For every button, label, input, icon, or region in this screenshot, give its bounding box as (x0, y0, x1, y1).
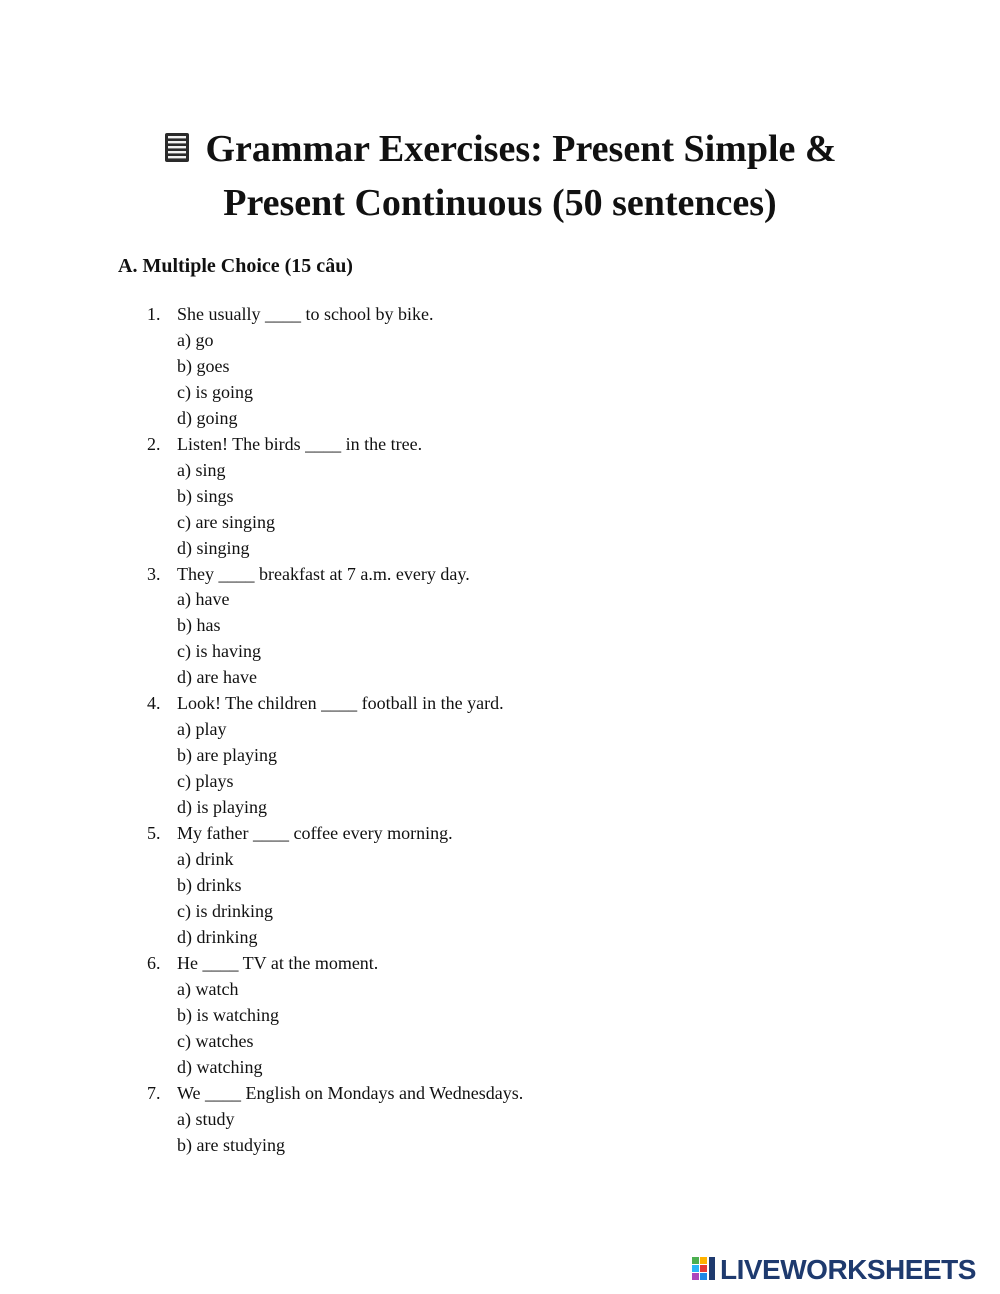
page-title-text: Grammar Exercises: Present Simple & Present Continuous (50 sentences) (205, 128, 837, 224)
answer-option: d) are have (177, 667, 257, 688)
answer-options (0, 847, 1000, 951)
answer-options (0, 458, 1000, 562)
question-number: 7. (147, 1082, 161, 1103)
question-number: 4. (147, 693, 161, 714)
answer-option: d) singing (177, 537, 250, 558)
answer-option: a) drink (177, 849, 234, 870)
page-title (100, 122, 900, 230)
answer-option: c) plays (177, 771, 234, 792)
answer-option: b) drinks (177, 874, 242, 895)
answer-option: b) has (177, 615, 221, 636)
answer-options (0, 717, 1000, 821)
question-text: He ____ TV at the moment. (177, 952, 379, 973)
answer-option: c) is having (177, 641, 261, 662)
question-text: My father ____ coffee every morning. (177, 823, 453, 844)
book-icon (163, 132, 191, 164)
liveworksheets-logo (692, 1255, 976, 1285)
answer-option: c) is drinking (177, 900, 273, 921)
question-text: Listen! The birds ____ in the tree. (177, 433, 423, 454)
answer-option: b) are playing (177, 745, 277, 766)
answer-option: d) is playing (177, 797, 267, 818)
answer-option: b) goes (177, 355, 230, 376)
answer-option: a) play (177, 719, 227, 740)
answer-option: d) going (177, 407, 238, 428)
answer-option: a) have (177, 589, 230, 610)
question-number: 3. (147, 563, 161, 584)
answer-option: a) study (177, 1108, 235, 1129)
answer-options (0, 587, 1000, 691)
answer-option: c) watches (177, 1030, 254, 1051)
question-text: They ____ breakfast at 7 a.m. every day. (177, 563, 470, 584)
liveworksheets-logo-icon (692, 1257, 716, 1283)
answer-option: d) drinking (177, 926, 258, 947)
question-item (0, 691, 1000, 821)
question-number: 6. (147, 952, 161, 973)
question-item (0, 302, 1000, 432)
answer-option: a) sing (177, 459, 226, 480)
question-item (0, 951, 1000, 1081)
section-a-heading: A. Multiple Choice (15 câu) (118, 255, 353, 277)
question-text: She usually ____ to school by bike. (177, 304, 434, 324)
question-text: Look! The children ____ football in the yard. (177, 693, 504, 714)
answer-option: b) are studying (177, 1134, 285, 1155)
answer-option: d) watching (177, 1056, 263, 1077)
question-item (0, 432, 1000, 562)
question-list (0, 302, 1000, 1158)
question-text: We ____ English on Mondays and Wednesdays. (177, 1082, 524, 1103)
answer-option: b) sings (177, 485, 234, 506)
answer-options (0, 1107, 1000, 1159)
answer-options (0, 328, 1000, 432)
answer-option: b) is watching (177, 1004, 279, 1025)
question-number: 5. (147, 823, 161, 844)
answer-option: a) watch (177, 978, 239, 999)
question-item (0, 821, 1000, 951)
question-item (0, 1081, 1000, 1159)
answer-option: a) go (177, 329, 214, 350)
question-number: 1. (147, 304, 161, 324)
question-item (0, 562, 1000, 692)
question-number: 2. (147, 433, 161, 454)
answer-options (0, 977, 1000, 1081)
answer-option: c) are singing (177, 511, 275, 532)
answer-option: c) is going (177, 381, 253, 402)
liveworksheets-logo-text: LIVEWORKSHEETS (720, 1254, 976, 1285)
